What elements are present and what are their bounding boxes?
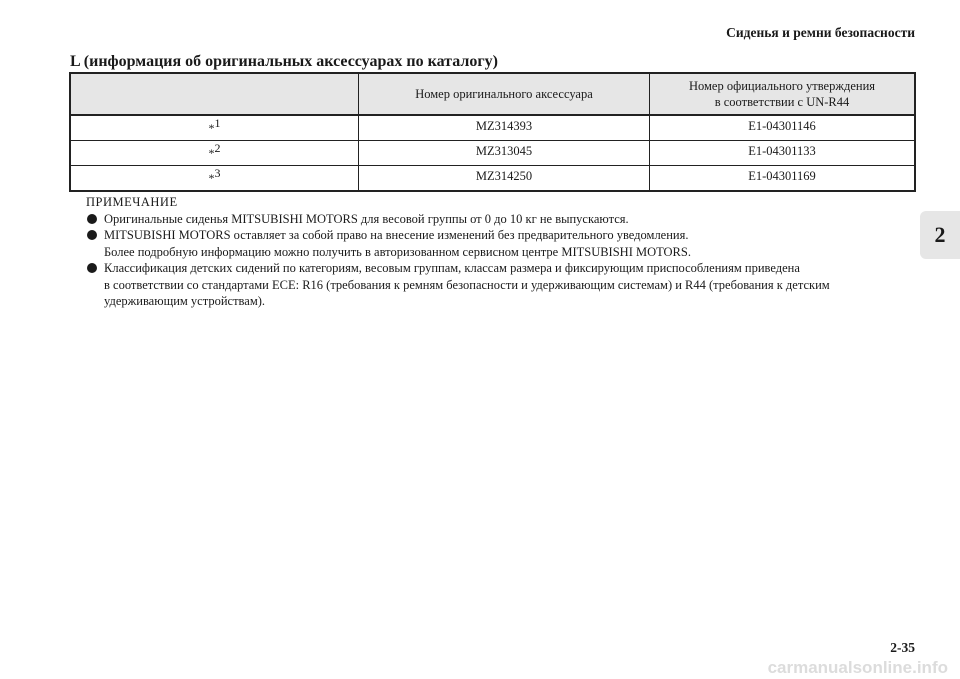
header-mark [70,73,359,115]
note-line: удерживающим устройствам). [104,294,266,308]
note-line: Оригинальные сиденья MITSUBISHI MOTORS для весовой группы от 0 до 10 кг не выпускаются. [104,211,629,226]
section-title: L (информация об оригинальных аксессуарах по каталогу) [70,53,498,70]
row-approval-number: E1-04301169 [650,166,916,192]
bullet-dot-icon [87,214,97,224]
row-mark [70,115,359,141]
note-block [86,194,916,310]
note-item [86,227,916,260]
note-item [86,211,916,228]
row-mark [70,166,359,192]
row-part-number: MZ314250 [359,166,650,192]
footnote-mark: * [208,121,215,136]
accessories-table [69,72,916,192]
note-line: Более подробную информацию можно получить в авторизованном сервисном центре MITSUBISHI MOTORS. [104,244,691,259]
page-number: 2-35 [890,640,915,655]
bullet-dot-icon [87,263,97,273]
row-part-number: MZ313045 [359,141,650,166]
header-approval-number [650,73,916,115]
chapter-tab: 2 [920,211,960,259]
row-mark [70,141,359,166]
note-line: MITSUBISHI MOTORS оставляет за собой право на внесение изменений без предварительного уведомления. [104,228,689,242]
note-title: ПРИМЕЧАНИЕ [86,195,178,209]
note-line: в соответствии со стандартами ECE: R16 (требования к ремням безопасности и удерживающим системам) и R44 (требования к детским [104,277,830,292]
row-approval-number: E1-04301146 [650,115,916,141]
header-part-number: Номер оригинального аксессуара [359,73,650,115]
header-approval-line-2: в соответствии с UN-R44 [714,95,850,109]
table-row [70,166,915,192]
header-approval-line-1: Номер официального утверждения [688,79,876,93]
note-item [86,260,916,310]
footnote-number: 1 [214,116,221,130]
bullet-dot-icon [87,230,97,240]
footnote-number: 3 [214,166,221,180]
footnote-number: 2 [214,141,221,155]
footnote-mark: * [208,171,215,186]
running-header: Сиденья и ремни безопасности [726,25,915,40]
row-approval-number: E1-04301133 [650,141,916,166]
table-row [70,115,915,141]
footnote-mark: * [208,146,215,161]
note-line: Классификация детских сидений по категориям, весовым группам, классам размера и фиксирующим приспособлениям приведена [104,261,800,275]
table-row [70,141,915,166]
table-header-row [70,73,915,115]
row-part-number: MZ314393 [359,115,650,141]
watermark: carmanualsonline.info [767,658,948,677]
